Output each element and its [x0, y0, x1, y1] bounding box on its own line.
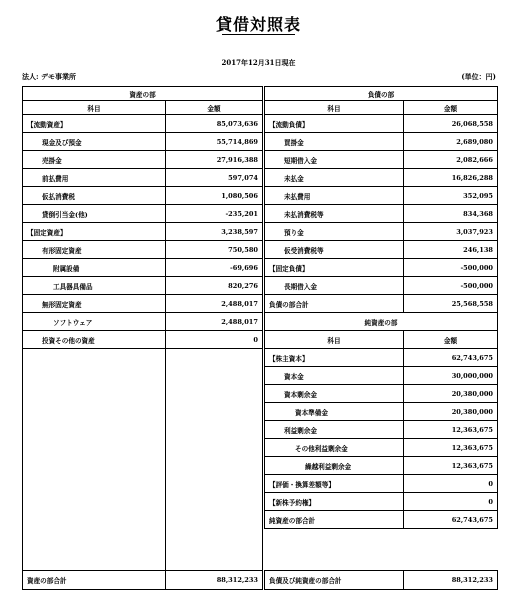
net-assets-col-amount: 金額 — [404, 331, 498, 349]
row-label: ソフトウェア — [23, 313, 166, 331]
assets-col-item: 科目 — [23, 101, 166, 115]
row-amount: 0 — [166, 331, 263, 349]
document-title: 貸借対照表 — [215, 15, 301, 34]
row-amount: 2,488,017 — [166, 295, 263, 313]
row-label: 【評価・換算差額等】 — [265, 475, 404, 493]
row-amount: 16,826,288 — [404, 169, 498, 187]
row-amount: 820,276 — [166, 277, 263, 295]
assets-total-amount: 88,312,233 — [166, 571, 263, 590]
assets-total-table — [22, 570, 263, 590]
liabilities-col-item: 科目 — [265, 101, 404, 115]
table-row — [265, 223, 498, 241]
grand-total-table — [264, 570, 498, 590]
net-assets-total-amount: 62,743,675 — [404, 511, 498, 529]
row-amount: 597,074 — [166, 169, 263, 187]
row-label: 仮払消費税 — [23, 187, 166, 205]
table-row — [265, 403, 498, 421]
row-amount: -500,000 — [404, 259, 498, 277]
row-amount: 27,916,388 — [166, 151, 263, 169]
assets-col-amount: 金額 — [166, 101, 263, 115]
row-amount: -235,201 — [166, 205, 263, 223]
row-label: 長期借入金 — [265, 277, 404, 295]
row-amount: 352,095 — [404, 187, 498, 205]
table-row — [265, 205, 498, 223]
liabilities-net-assets-table — [264, 86, 498, 529]
assets-total-row — [23, 571, 263, 590]
row-label: 【株主資本】 — [265, 349, 404, 367]
row-label: 前払費用 — [23, 169, 166, 187]
row-amount: 12,363,675 — [404, 439, 498, 457]
row-amount: -500,000 — [404, 277, 498, 295]
row-amount: 3,238,597 — [166, 223, 263, 241]
row-label: 無形固定資産 — [23, 295, 166, 313]
liabilities-section-header: 負債の部 — [265, 87, 498, 101]
row-label: 未払金 — [265, 169, 404, 187]
liabilities-col-amount: 金額 — [404, 101, 498, 115]
row-label: その他利益剰余金 — [265, 439, 404, 457]
table-row — [265, 367, 498, 385]
row-label: 【流動資産】 — [23, 115, 166, 133]
row-amount: 246,138 — [404, 241, 498, 259]
table-row — [23, 241, 263, 259]
table-row — [265, 187, 498, 205]
row-amount: 2,082,666 — [404, 151, 498, 169]
net-assets-section-header: 純資産の部 — [265, 313, 498, 331]
currency-unit: (単位：円) — [461, 72, 496, 81]
row-amount: -69,696 — [166, 259, 263, 277]
row-amount: 3,037,923 — [404, 223, 498, 241]
corporation-name: 法人: デモ事業所 — [22, 72, 77, 81]
row-label: 仮受消費税等 — [265, 241, 404, 259]
table-row — [265, 133, 498, 151]
row-amount: 55,714,869 — [166, 133, 263, 151]
row-label: 【固定資産】 — [23, 223, 166, 241]
row-label: 資本準備金 — [265, 403, 404, 421]
row-label: 短期借入金 — [265, 151, 404, 169]
row-amount: 62,743,675 — [404, 349, 498, 367]
row-amount: 2,488,017 — [166, 313, 263, 331]
grand-total-label: 負債及び純資産の部合計 — [265, 571, 404, 590]
row-label: 【流動負債】 — [265, 115, 404, 133]
row-label: 工具器具備品 — [23, 277, 166, 295]
assets-total-label: 資産の部合計 — [23, 571, 166, 590]
table-row — [23, 151, 263, 169]
liabilities-total-amount: 25,568,558 — [404, 295, 498, 313]
row-label: 未払消費税等 — [265, 205, 404, 223]
row-amount: 1,080,506 — [166, 187, 263, 205]
table-row — [23, 331, 263, 349]
table-row — [23, 187, 263, 205]
table-row — [23, 133, 263, 151]
title-underline — [222, 34, 295, 35]
table-row — [23, 295, 263, 313]
table-row — [265, 457, 498, 475]
row-label: 売掛金 — [23, 151, 166, 169]
row-amount: 0 — [404, 493, 498, 511]
row-label: 投資その他の資産 — [23, 331, 166, 349]
row-label: 資本剰余金 — [265, 385, 404, 403]
row-label: 貸倒引当金(他) — [23, 205, 166, 223]
row-label: 【固定負債】 — [265, 259, 404, 277]
row-label: 預り金 — [265, 223, 404, 241]
row-amount: 30,000,000 — [404, 367, 498, 385]
table-row — [265, 421, 498, 439]
liabilities-total-label: 負債の部合計 — [265, 295, 404, 313]
row-label: 利益剰余金 — [265, 421, 404, 439]
row-label: 有形固定資産 — [23, 241, 166, 259]
net-assets-col-item: 科目 — [265, 331, 404, 349]
table-row — [23, 277, 263, 295]
table-row — [265, 493, 498, 511]
assets-section-header: 資産の部 — [23, 87, 263, 101]
row-amount: 85,073,636 — [166, 115, 263, 133]
row-label: 現金及び預金 — [23, 133, 166, 151]
row-amount: 12,363,675 — [404, 421, 498, 439]
row-label: 附属設備 — [23, 259, 166, 277]
row-amount: 20,380,000 — [404, 385, 498, 403]
row-amount: 0 — [404, 475, 498, 493]
row-amount: 20,380,000 — [404, 403, 498, 421]
table-row — [265, 115, 498, 133]
table-row — [23, 169, 263, 187]
row-label: 資本金 — [265, 367, 404, 385]
table-row — [265, 385, 498, 403]
grand-total-amount: 88,312,233 — [404, 571, 498, 590]
row-amount: 12,363,675 — [404, 457, 498, 475]
row-amount: 750,580 — [166, 241, 263, 259]
table-row — [23, 115, 263, 133]
table-row — [265, 277, 498, 295]
assets-table — [22, 86, 263, 571]
grand-total-row — [265, 571, 498, 590]
blank-row — [23, 349, 263, 571]
liabilities-total-row — [265, 295, 498, 313]
table-row — [265, 439, 498, 457]
row-amount: 26,068,558 — [404, 115, 498, 133]
table-row — [265, 169, 498, 187]
row-amount: 2,689,080 — [404, 133, 498, 151]
table-row — [265, 475, 498, 493]
as-of-date: 2017年12月31日現在 — [221, 58, 296, 67]
table-row — [265, 259, 498, 277]
table-row — [265, 241, 498, 259]
table-row — [23, 205, 263, 223]
table-row — [23, 259, 263, 277]
row-label: 買掛金 — [265, 133, 404, 151]
table-row — [265, 151, 498, 169]
row-label: 未払費用 — [265, 187, 404, 205]
table-row — [265, 349, 498, 367]
net-assets-total-label: 純資産の部合計 — [265, 511, 404, 529]
row-label: 繰越利益剰余金 — [265, 457, 404, 475]
table-row — [23, 223, 263, 241]
table-row — [23, 313, 263, 331]
row-label: 【新株予約権】 — [265, 493, 404, 511]
net-assets-total-row — [265, 511, 498, 529]
row-amount: 834,368 — [404, 205, 498, 223]
